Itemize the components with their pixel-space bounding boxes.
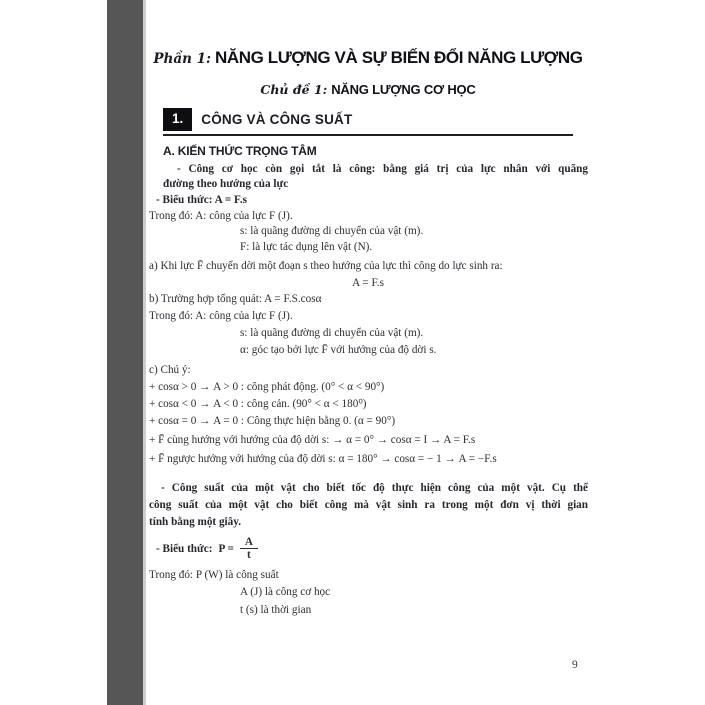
body-line: t (s) là thời gian <box>240 603 312 616</box>
topic-heading <box>146 81 590 99</box>
lesson-body <box>146 162 590 620</box>
lesson-header <box>163 108 573 136</box>
formula-label: - Biểu thức: <box>156 542 213 555</box>
body-line: + F̄ cùng hướng với hướng của độ dời s: → α = 0° → cosα = I → A = F.s <box>149 433 476 446</box>
body-line: đường theo hướng của lực <box>163 178 289 191</box>
fraction-denominator: t <box>247 548 251 561</box>
formula-detail <box>146 567 590 620</box>
scanned-page <box>146 0 590 705</box>
fraction <box>240 536 258 562</box>
topic-title: NĂNG LƯỢNG CƠ HỌC <box>331 82 476 97</box>
body-line: Trong đó: P (W) là công suất <box>149 568 279 581</box>
body-line: a) Khi lực F̄ chuyển dời một đoạn s theo hướng của lực thì công do lực sinh ra: <box>149 259 503 272</box>
body-line: s: là quãng đường di chuyển của vật (m). <box>240 326 424 339</box>
part-prefix: Phần 1: <box>153 51 211 67</box>
body-line: Trong đó: A: công của lực F (J). <box>149 310 293 323</box>
section-heading: A. KIẾN THỨC TRỌNG TÂM <box>163 143 317 158</box>
part-title: NĂNG LƯỢNG VÀ SỰ BIẾN ĐỔI NĂNG LƯỢNG <box>214 48 583 67</box>
body-line: tính bằng một giây. <box>149 515 242 528</box>
body-line: + cosα < 0 → A < 0 : công cản. (90° < α < 180⁰) <box>149 397 367 410</box>
book-spine <box>107 0 143 705</box>
body-line: b) Trường hợp tổng quát: A = F.S.cosα <box>149 293 322 306</box>
body-line: A = F.s <box>352 276 384 289</box>
body-line: c) Chú ý: <box>149 363 191 376</box>
body-line: - Công cơ học còn gọi tắt là công: bằng giá trị của lực nhân với quãng <box>177 162 588 175</box>
body-line: - Công suất của một vật cho biết tốc độ thực hiện công của một vật. Cụ thể <box>161 481 588 494</box>
body-line: F: là lực tác dụng lên vật (N). <box>240 241 373 254</box>
body-line: α: góc tạo bởi lực F̄ với hướng của độ dời s. <box>240 343 437 356</box>
body-line: công suất của một vật cho biết công mà vật sinh ra trong một đơn vị thời gian <box>149 498 588 511</box>
formula-lhs: P = <box>218 542 234 555</box>
body-line: s: là quãng đường di chuyển của vật (m). <box>240 225 424 238</box>
power-formula-row <box>146 534 590 564</box>
lesson-number-badge: 1. <box>163 108 192 131</box>
body-line: A (J) là công cơ học <box>240 586 331 598</box>
topic-prefix: Chủ đề 1: <box>260 82 328 97</box>
fraction-numerator: A <box>244 535 253 548</box>
part-heading <box>146 48 590 68</box>
body-line: + F̄ ngược hướng với hướng của độ dời s: α = 180° → cosα = − 1 → A = −F.s <box>149 452 497 465</box>
body-line: Trong đó: A: công của lực F (J). <box>149 209 293 222</box>
body-line: + cosα = 0 → A = 0 : Công thực hiện bằng 0. (α = 90°) <box>149 414 396 427</box>
body-line: + cosα > 0 → A > 0 : công phát động. (0° < α < 90°) <box>149 380 385 393</box>
lesson-title: CÔNG VÀ CÔNG SUẤT <box>201 111 353 127</box>
body-line: - Biểu thức: A = F.s <box>156 193 247 206</box>
page-number: 9 <box>572 659 578 671</box>
